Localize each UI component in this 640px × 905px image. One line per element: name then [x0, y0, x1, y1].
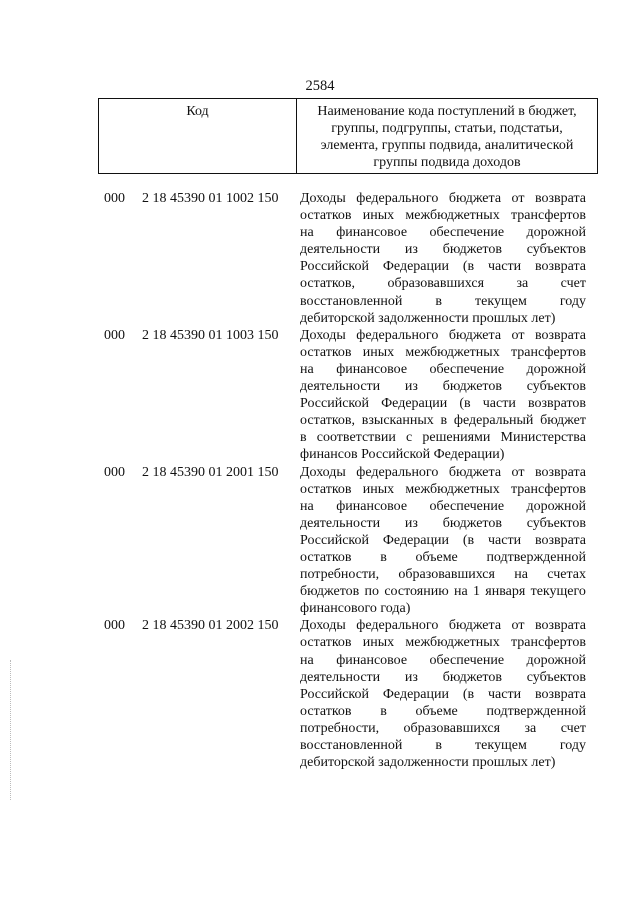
description-line: остатков иных межбюджетных трансфертов: [300, 208, 586, 224]
description-line: на финансовое обеспечение дорожной: [300, 225, 586, 241]
admin-code: 000: [104, 327, 125, 343]
description-line: остатков иных межбюджетных трансфертов: [300, 481, 586, 497]
description-line: остатков, взысканных в федеральный бюджет: [300, 413, 586, 429]
description-line: на финансовое обеспечение дорожной: [300, 498, 586, 514]
header-name-line: группы подвида доходов: [373, 155, 521, 170]
description-line: восстановленной в текущем году: [300, 738, 586, 753]
income-code: 2 18 45390 01 2002 150: [142, 618, 279, 634]
description-line: финансов Российской Федерации): [300, 447, 505, 463]
description-line: остатков иных межбюджетных трансфертов: [300, 635, 586, 651]
description-line: бюджетов по состоянию на 1 января текущего: [300, 584, 586, 600]
description-line: в соответствии с решениями Министерства: [300, 430, 586, 446]
admin-code: 000: [104, 191, 125, 206]
income-code: 2 18 45390 01 1002 150: [142, 191, 279, 206]
table-row: [98, 617, 598, 771]
income-description: [300, 190, 586, 327]
page-number: 2584: [305, 78, 335, 94]
description-line: деятельности из бюджетов субъектов: [300, 669, 586, 685]
description-line: дебиторской задолженности прошлых лет): [300, 755, 556, 771]
description-line: деятельности из бюджетов субъектов: [300, 515, 586, 531]
description-line: потребности, образовавшихся за счет: [300, 720, 586, 736]
description-line: Российской Федерации (в части возврата: [300, 686, 586, 702]
income-description: [300, 327, 586, 464]
description-line: Российской Федерации (в части возврата: [300, 532, 586, 548]
admin-code: 000: [104, 618, 125, 634]
description-line: остатков в объеме подтвержденной: [300, 703, 586, 719]
description-line: Доходы федерального бюджета от возврата: [300, 191, 586, 206]
description-line: дебиторской задолженности прошлых лет): [300, 310, 556, 326]
header-code-cell: Код: [99, 99, 297, 173]
income-description: [300, 617, 586, 771]
table-header: [98, 98, 598, 174]
description-line: восстановленной в текущем году: [300, 293, 586, 309]
table-row: [98, 190, 598, 327]
header-name-line: группы, подгруппы, статьи, подстатьи,: [331, 121, 563, 136]
description-line: Доходы федерального бюджета от возврата: [300, 327, 586, 343]
description-line: на финансовое обеспечение дорожной: [300, 361, 586, 377]
description-line: остатков в объеме подтвержденной: [300, 549, 586, 565]
description-line: потребности, образовавшихся на счетах: [300, 567, 586, 583]
description-line: деятельности из бюджетов субъектов: [300, 242, 586, 258]
scan-edge-mark: [10, 660, 12, 800]
description-line: Российской Федерации (в части возвратов: [300, 396, 586, 412]
table-row: [98, 327, 598, 464]
description-line: Доходы федерального бюджета от возврата: [300, 464, 586, 480]
description-line: деятельности из бюджетов субъектов: [300, 379, 586, 395]
income-code: 2 18 45390 01 1003 150: [142, 327, 279, 343]
income-description: [300, 464, 586, 618]
table-row: [98, 464, 598, 618]
admin-code: 000: [104, 464, 125, 480]
header-name-line: элемента, группы подвида, аналитической: [320, 138, 574, 153]
description-line: Доходы федерального бюджета от возврата: [300, 618, 586, 634]
header-name-cell: [297, 99, 597, 173]
description-line: на финансовое обеспечение дорожной: [300, 652, 586, 668]
description-line: финансового года): [300, 601, 411, 617]
header-name-line: Наименование кода поступлений в бюджет,: [317, 104, 577, 119]
description-line: остатков иных межбюджетных трансфертов: [300, 344, 586, 360]
description-line: остатков, образовавшихся за счет: [300, 276, 586, 292]
income-code: 2 18 45390 01 2001 150: [142, 464, 279, 480]
description-line: Российской Федерации (в части возврата: [300, 259, 586, 275]
income-code-list: [98, 190, 598, 771]
